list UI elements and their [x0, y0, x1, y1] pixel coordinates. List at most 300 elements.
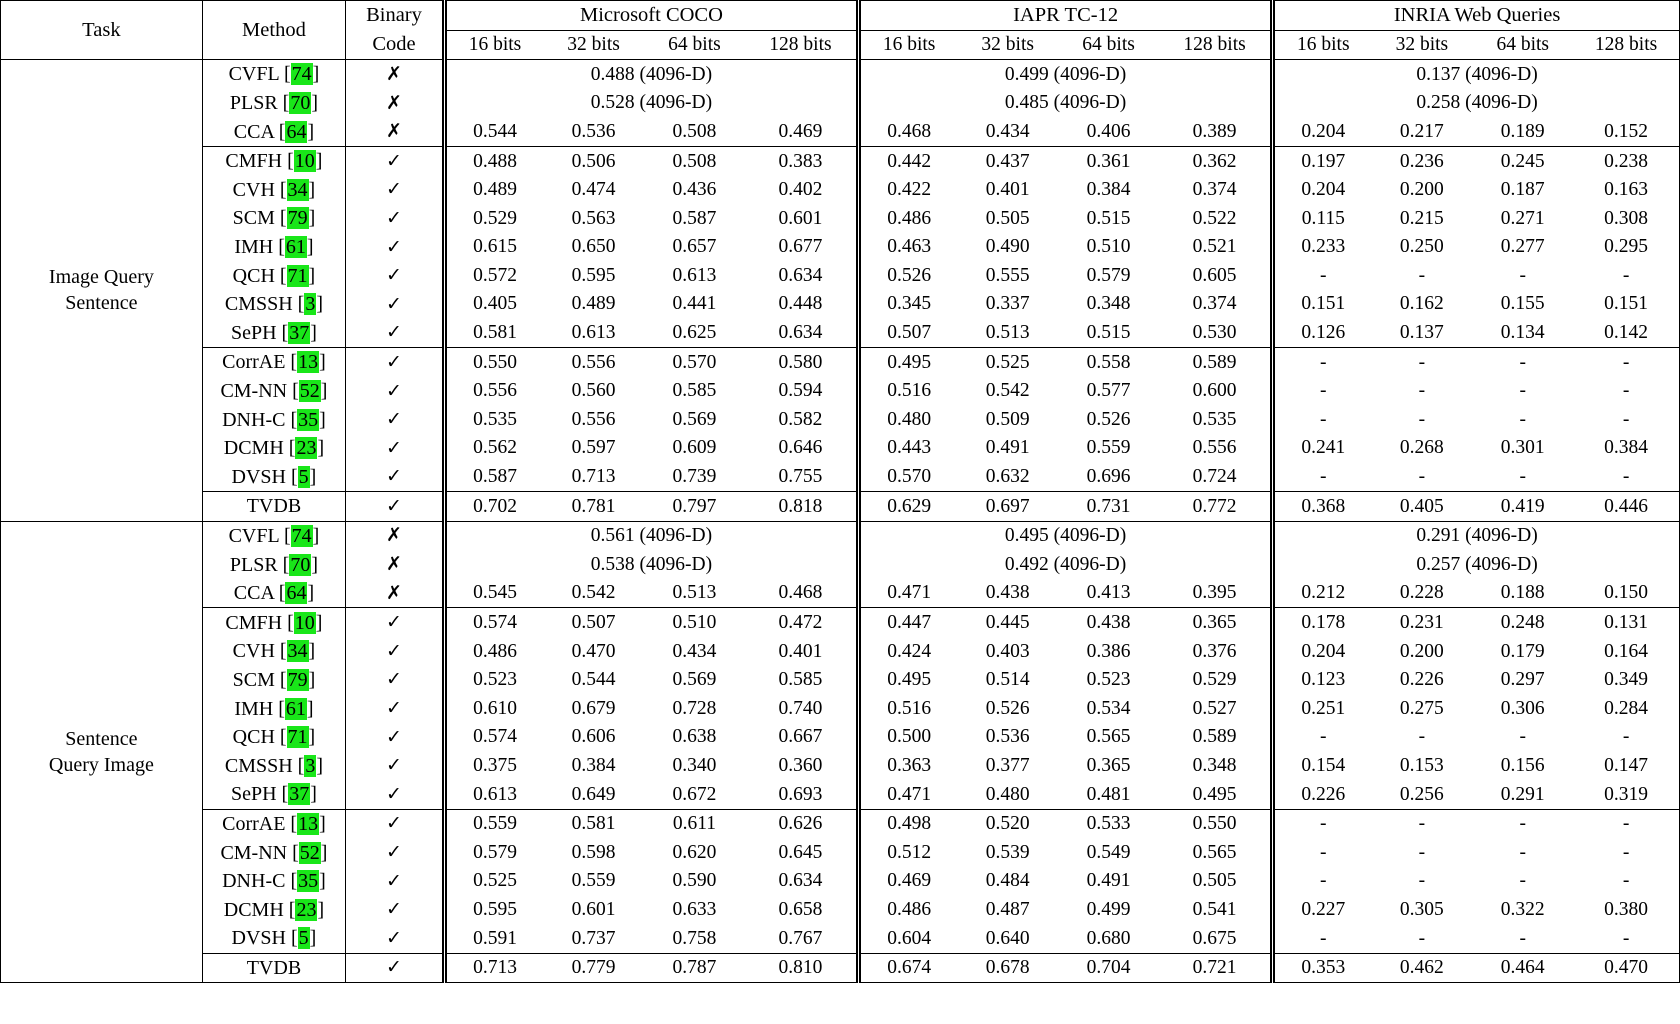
check-icon: ✓ [386, 350, 402, 373]
table-row [1, 348, 1680, 377]
binary-code-check-icon [346, 694, 445, 723]
value-cell-inria-64bits: 0.188 [1500, 582, 1545, 604]
citation-ref[interactable]: 35 [298, 408, 319, 431]
check-icon: ✓ [386, 754, 402, 777]
value-cell-coco-128bits: 0.634 [778, 870, 823, 892]
method-name [202, 89, 345, 118]
value-cell-inria-128bits: 0.163 [1573, 176, 1679, 205]
value-cell-inria-32bits: - [1418, 726, 1426, 748]
value-cell-coco-128bits: 0.402 [778, 179, 823, 201]
method-label: CM-NN [ [220, 841, 299, 864]
value-cell-coco-128bits: 0.818 [745, 492, 859, 522]
value-cell-coco-128bits: 0.810 [745, 953, 859, 983]
citation-bracket-close: ] [310, 783, 317, 806]
binary-code-check-icon [346, 838, 445, 867]
value-cell-iapr-32bits: 0.632 [985, 466, 1030, 488]
value-cell-coco-16bits: 0.535 [444, 405, 543, 434]
citation-bracket-close: ] [308, 640, 316, 663]
value-cell-coco-64bits: 0.758 [672, 927, 717, 949]
method-label: CorrAE [ [222, 351, 298, 374]
binary-code-check-icon [346, 608, 445, 637]
value-cell-coco-16bits: 0.562 [444, 434, 543, 463]
table-row [1, 953, 1680, 983]
citation-ref[interactable]: 37 [289, 783, 310, 806]
citation-ref[interactable]: 23 [296, 437, 317, 460]
method-name [202, 377, 345, 406]
citation-bracket-close: ] [315, 611, 323, 634]
value-cell-inria-spanned: 0.291 (4096-D) [1273, 521, 1680, 550]
value-cell-coco-128bits: 0.594 [778, 380, 823, 402]
method-name [202, 838, 345, 867]
value-cell-iapr-128bits: 0.495 [1192, 783, 1237, 805]
check-icon: ✓ [386, 321, 402, 344]
method-name [202, 751, 345, 780]
value-cell-coco-16bits: 0.550 [444, 348, 543, 377]
value-cell-inria-32bits: 0.200 [1399, 640, 1444, 662]
value-cell-coco-64bits: 0.672 [672, 783, 717, 805]
value-cell-inria-128bits: 0.147 [1573, 751, 1679, 780]
value-cell-iapr-32bits: 0.438 [985, 582, 1030, 604]
header-method: Method [202, 1, 345, 60]
value-cell-iapr-32bits: 0.536 [985, 726, 1030, 748]
citation-ref[interactable]: 34 [287, 640, 308, 663]
value-cell-coco-64bits: 0.570 [644, 348, 745, 377]
value-cell-iapr-64bits: 0.386 [1086, 640, 1131, 662]
binary-code-check-icon [346, 233, 445, 262]
value-cell-iapr-16bits: 0.443 [859, 434, 958, 463]
value-cell-inria-128bits: - [1573, 723, 1679, 752]
value-cell-iapr-64bits: 0.731 [1058, 492, 1159, 522]
value-cell-inria-16bits: - [1273, 867, 1372, 896]
binary-code-check-icon [346, 146, 445, 175]
value-cell-iapr-128bits: 0.556 [1192, 437, 1237, 459]
citation-ref[interactable]: 70 [290, 553, 311, 576]
value-cell-coco-128bits: 0.472 [745, 608, 859, 637]
value-cell-coco-128bits: 0.585 [778, 669, 823, 691]
value-cell-iapr-16bits: 0.447 [859, 608, 958, 637]
value-cell-iapr-64bits: 0.406 [1086, 120, 1131, 142]
check-icon: ✓ [386, 782, 402, 805]
value-cell-coco-16bits: 0.523 [444, 666, 543, 695]
citation-ref[interactable]: 13 [298, 812, 319, 835]
method-name [202, 666, 345, 695]
citation-ref[interactable]: 5 [298, 927, 309, 950]
value-cell-inria-32bits: 0.226 [1399, 669, 1444, 691]
value-cell-inria-128bits: - [1573, 838, 1679, 867]
value-cell-iapr-16bits: 0.570 [859, 463, 958, 492]
value-cell-coco-32bits: 0.384 [571, 754, 616, 776]
value-cell-coco-32bits: 0.650 [571, 236, 616, 258]
value-cell-iapr-64bits: 0.559 [1086, 437, 1131, 459]
citation-ref[interactable]: 10 [294, 611, 315, 634]
citation-ref[interactable]: 64 [286, 582, 307, 605]
table-header [1, 1, 1680, 60]
citation-ref[interactable]: 71 [287, 726, 308, 749]
citation-bracket-close: ] [316, 754, 324, 777]
method-name [202, 261, 345, 290]
value-cell-inria-64bits: - [1519, 264, 1526, 286]
value-cell-inria-32bits: - [1371, 348, 1472, 377]
value-cell-iapr-64bits: 0.515 [1086, 207, 1131, 229]
value-cell-coco-64bits: 0.434 [672, 640, 717, 662]
value-cell-iapr-32bits: 0.377 [985, 754, 1030, 776]
value-cell-iapr-128bits: 0.724 [1192, 466, 1237, 488]
citation-ref[interactable]: 79 [287, 207, 308, 230]
binary-code-check-icon [346, 895, 445, 924]
binary-code-cross-icon [346, 579, 445, 608]
method-name [202, 895, 345, 924]
value-cell-coco-16bits: 0.488 [444, 146, 543, 175]
method-label: DCMH [ [223, 898, 296, 921]
value-cell-coco-32bits: 0.536 [571, 120, 616, 142]
value-cell-iapr-16bits: 0.495 [859, 666, 958, 695]
check-icon: ✓ [386, 264, 402, 287]
value-cell-coco-32bits: 0.474 [571, 179, 616, 201]
value-cell-coco-32bits: 0.713 [571, 466, 616, 488]
method-label: DCMH [ [223, 437, 296, 460]
method-label: IMH [ [234, 697, 285, 720]
value-cell-coco-64bits: 0.569 [672, 408, 717, 430]
citation-ref[interactable]: 61 [285, 236, 306, 259]
value-cell-coco-32bits: 0.679 [571, 697, 616, 719]
value-cell-inria-32bits: 0.256 [1399, 783, 1444, 805]
value-cell-iapr-128bits: 0.589 [1159, 348, 1273, 377]
value-cell-iapr-16bits: 0.498 [859, 809, 958, 838]
value-cell-coco-16bits: 0.587 [444, 463, 543, 492]
value-cell-inria-64bits: 0.248 [1472, 608, 1573, 637]
method-label: SePH [ [230, 321, 289, 344]
method-label: CCA [ [233, 582, 286, 605]
value-cell-inria-128bits: 0.142 [1573, 319, 1679, 348]
cross-icon: ✗ [386, 524, 402, 547]
value-cell-coco-64bits: 0.508 [644, 146, 745, 175]
binary-code-cross-icon [346, 117, 445, 146]
value-cell-iapr-32bits: 0.491 [985, 437, 1030, 459]
method-name [202, 694, 345, 723]
value-cell-inria-32bits: 0.275 [1399, 697, 1444, 719]
check-icon: ✓ [386, 668, 402, 691]
citation-bracket-close: ] [308, 726, 316, 749]
value-cell-iapr-64bits: 0.523 [1086, 669, 1131, 691]
citation-ref[interactable]: 70 [290, 92, 311, 115]
citation-ref[interactable]: 35 [298, 870, 319, 893]
value-cell-inria-128bits: - [1573, 809, 1679, 838]
table-row [1, 751, 1680, 780]
value-cell-iapr-64bits: 0.558 [1058, 348, 1159, 377]
value-cell-inria-64bits: - [1519, 841, 1526, 863]
binary-code-check-icon [346, 405, 445, 434]
citation-ref[interactable]: 74 [291, 524, 312, 547]
value-cell-inria-128bits: 0.380 [1573, 895, 1679, 924]
citation-ref[interactable]: 71 [287, 264, 308, 287]
value-cell-iapr-32bits: 0.445 [957, 608, 1058, 637]
citation-bracket-close: ] [307, 120, 315, 143]
citation-ref[interactable]: 61 [285, 697, 306, 720]
value-cell-iapr-32bits: 0.490 [985, 236, 1030, 258]
header-bits-inria-128: 128 bits [1573, 30, 1679, 60]
citation-bracket-close: ] [315, 150, 323, 173]
value-cell-iapr-64bits: 0.565 [1086, 726, 1131, 748]
check-icon: ✓ [386, 639, 402, 662]
value-cell-iapr-16bits: 0.471 [859, 579, 958, 608]
value-cell-inria-64bits: 0.155 [1500, 293, 1545, 315]
value-cell-coco-spanned: 0.528 (4096-D) [444, 89, 858, 118]
value-cell-iapr-16bits: 0.363 [859, 751, 958, 780]
value-cell-iapr-32bits: 0.542 [985, 380, 1030, 402]
value-cell-iapr-32bits: 0.434 [985, 120, 1030, 142]
check-icon: ✓ [386, 812, 402, 835]
citation-bracket-close: ] [317, 437, 325, 460]
value-cell-coco-32bits: 0.601 [571, 898, 616, 920]
binary-code-check-icon [346, 780, 445, 809]
citation-bracket-close: ] [307, 582, 315, 605]
value-cell-coco-64bits: 0.620 [672, 841, 717, 863]
citation-ref[interactable]: 3 [305, 293, 316, 316]
value-cell-coco-16bits: 0.544 [444, 117, 543, 146]
header-bits-coco-128: 128 bits [745, 30, 859, 60]
value-cell-coco-128bits: 0.667 [778, 726, 823, 748]
value-cell-inria-32bits: 0.305 [1399, 898, 1444, 920]
value-cell-coco-64bits: 0.657 [672, 236, 717, 258]
value-cell-inria-16bits: - [1273, 838, 1372, 867]
value-cell-inria-32bits: 0.231 [1371, 608, 1472, 637]
value-cell-coco-64bits: 0.739 [672, 466, 717, 488]
value-cell-iapr-64bits: 0.696 [1086, 466, 1131, 488]
header-row-groups [1, 1, 1680, 31]
check-icon: ✓ [386, 436, 402, 459]
citation-ref[interactable]: 37 [289, 321, 310, 344]
value-cell-inria-spanned: 0.137 (4096-D) [1273, 60, 1680, 89]
value-cell-inria-64bits: 0.301 [1500, 437, 1545, 459]
citation-ref[interactable]: 52 [299, 380, 320, 403]
value-cell-iapr-spanned: 0.492 (4096-D) [859, 550, 1273, 579]
value-cell-coco-128bits: 0.677 [778, 236, 823, 258]
value-cell-inria-16bits: - [1273, 723, 1372, 752]
value-cell-inria-16bits: 0.151 [1273, 290, 1372, 319]
value-cell-coco-64bits: 0.633 [672, 898, 717, 920]
check-icon: ✓ [386, 956, 402, 979]
header-bits-iapr-128: 128 bits [1159, 30, 1273, 60]
value-cell-coco-32bits: 0.597 [571, 437, 616, 459]
value-cell-coco-16bits: 0.529 [444, 204, 543, 233]
value-cell-inria-32bits: - [1418, 408, 1426, 430]
binary-code-cross-icon [346, 550, 445, 579]
value-cell-coco-32bits: 0.649 [571, 783, 616, 805]
value-cell-inria-16bits: - [1273, 405, 1372, 434]
task-label-line1: Image Query [48, 266, 154, 289]
value-cell-iapr-16bits: 0.480 [859, 405, 958, 434]
table-row [1, 261, 1680, 290]
citation-bracket-close: ] [309, 927, 317, 950]
value-cell-inria-128bits: 0.349 [1573, 666, 1679, 695]
value-cell-coco-16bits: 0.375 [444, 751, 543, 780]
header-binary-code-line2: Code [346, 30, 445, 60]
value-cell-inria-64bits: - [1519, 466, 1526, 488]
value-cell-inria-64bits: - [1519, 726, 1526, 748]
method-label: TVDB [246, 495, 302, 518]
value-cell-inria-64bits: 0.134 [1500, 322, 1545, 344]
value-cell-iapr-16bits: 0.507 [859, 319, 958, 348]
value-cell-iapr-16bits: 0.495 [859, 348, 958, 377]
table-row [1, 608, 1680, 637]
method-name [202, 550, 345, 579]
value-cell-iapr-32bits: 0.697 [957, 492, 1058, 522]
value-cell-iapr-128bits: 0.675 [1192, 927, 1237, 949]
value-cell-inria-128bits: - [1573, 463, 1679, 492]
value-cell-inria-32bits: 0.215 [1399, 207, 1444, 229]
citation-bracket-close: ] [319, 351, 326, 374]
value-cell-iapr-32bits: 0.484 [985, 870, 1030, 892]
value-cell-inria-128bits: 0.319 [1573, 780, 1679, 809]
value-cell-iapr-32bits: 0.403 [985, 640, 1030, 662]
value-cell-iapr-16bits: 0.345 [859, 290, 958, 319]
binary-code-check-icon [346, 377, 445, 406]
method-label: IMH [ [234, 236, 285, 259]
value-cell-inria-32bits: 0.405 [1371, 492, 1472, 522]
value-cell-coco-16bits: 0.595 [444, 895, 543, 924]
value-cell-inria-32bits: 0.217 [1399, 120, 1444, 142]
table-row [1, 60, 1680, 89]
value-cell-coco-32bits: 0.595 [571, 264, 616, 286]
binary-code-check-icon [346, 204, 445, 233]
citation-ref[interactable]: 5 [298, 465, 309, 488]
value-cell-coco-32bits: 0.581 [543, 809, 644, 838]
value-cell-iapr-16bits: 0.422 [859, 176, 958, 205]
check-icon: ✓ [386, 292, 402, 315]
citation-ref[interactable]: 52 [299, 841, 320, 864]
citation-ref[interactable]: 79 [287, 668, 308, 691]
method-label: CorrAE [ [222, 812, 298, 835]
citation-ref[interactable]: 34 [287, 178, 308, 201]
cross-icon: ✗ [386, 581, 402, 604]
check-icon: ✓ [386, 611, 402, 634]
value-cell-iapr-128bits: 0.374 [1192, 179, 1237, 201]
value-cell-coco-16bits: 0.556 [444, 377, 543, 406]
value-cell-inria-16bits: 0.227 [1273, 895, 1372, 924]
citation-ref[interactable]: 10 [294, 150, 315, 173]
value-cell-iapr-128bits: 0.605 [1192, 264, 1237, 286]
value-cell-iapr-16bits: 0.442 [859, 146, 958, 175]
value-cell-iapr-64bits: 0.534 [1086, 697, 1131, 719]
value-cell-inria-128bits: - [1573, 348, 1679, 377]
citation-ref[interactable]: 74 [291, 63, 312, 86]
citation-bracket-close: ] [312, 524, 320, 547]
header-bits-iapr-64: 64 bits [1058, 30, 1159, 60]
cross-icon: ✗ [386, 91, 402, 114]
value-cell-coco-64bits: 0.508 [672, 120, 717, 142]
citation-ref[interactable]: 13 [298, 351, 319, 374]
value-cell-inria-16bits: 0.154 [1273, 751, 1372, 780]
value-cell-inria-64bits: 0.291 [1500, 783, 1545, 805]
citation-bracket-close: ] [319, 408, 326, 431]
value-cell-iapr-128bits: 0.565 [1192, 841, 1237, 863]
citation-ref[interactable]: 64 [286, 120, 307, 143]
value-cell-coco-32bits: 0.470 [571, 640, 616, 662]
task-label-line2: Sentence [65, 292, 138, 315]
value-cell-iapr-32bits: 0.505 [985, 207, 1030, 229]
value-cell-inria-16bits: 0.233 [1273, 233, 1372, 262]
value-cell-inria-32bits: - [1371, 809, 1472, 838]
value-cell-inria-32bits: - [1418, 466, 1426, 488]
citation-bracket-close: ] [306, 697, 314, 720]
check-icon: ✓ [386, 841, 402, 864]
task-label-line2: Query Image [48, 753, 154, 776]
value-cell-iapr-16bits: 0.604 [859, 924, 958, 953]
method-label: CMSSH [ [224, 293, 305, 316]
check-icon: ✓ [386, 869, 402, 892]
value-cell-inria-64bits: 0.245 [1472, 146, 1573, 175]
task-label [1, 60, 203, 522]
citation-ref[interactable]: 23 [296, 898, 317, 921]
header-bits-iapr-16: 16 bits [859, 30, 958, 60]
value-cell-inria-128bits: 0.238 [1573, 146, 1679, 175]
value-cell-iapr-16bits: 0.629 [859, 492, 958, 522]
value-cell-iapr-16bits: 0.463 [859, 233, 958, 262]
value-cell-inria-32bits: 0.162 [1399, 293, 1444, 315]
value-cell-iapr-128bits: 0.600 [1192, 380, 1237, 402]
value-cell-iapr-32bits: 0.401 [985, 179, 1030, 201]
value-cell-inria-128bits: 0.152 [1573, 117, 1679, 146]
value-cell-iapr-32bits: 0.437 [957, 146, 1058, 175]
value-cell-iapr-64bits: 0.491 [1086, 870, 1131, 892]
value-cell-inria-32bits: 0.268 [1399, 437, 1444, 459]
binary-code-cross-icon [346, 89, 445, 118]
value-cell-inria-16bits: 0.115 [1273, 204, 1372, 233]
value-cell-iapr-64bits: 0.577 [1086, 380, 1131, 402]
check-icon: ✓ [386, 697, 402, 720]
value-cell-iapr-64bits: 0.438 [1058, 608, 1159, 637]
value-cell-inria-64bits: - [1519, 408, 1526, 430]
value-cell-inria-128bits: 0.446 [1573, 492, 1679, 522]
citation-ref[interactable]: 3 [305, 754, 316, 777]
citation-bracket-close: ] [320, 380, 328, 403]
table-row [1, 492, 1680, 522]
method-label: SCM [ [232, 668, 287, 691]
value-cell-inria-32bits: - [1418, 841, 1426, 863]
value-cell-coco-16bits: 0.486 [444, 637, 543, 666]
value-cell-inria-128bits: 0.151 [1573, 290, 1679, 319]
value-cell-iapr-128bits: 0.374 [1192, 293, 1237, 315]
citation-bracket-close: ] [311, 92, 319, 115]
value-cell-iapr-32bits: 0.514 [985, 669, 1030, 691]
value-cell-inria-16bits: - [1273, 463, 1372, 492]
value-cell-inria-64bits: - [1472, 809, 1573, 838]
table-row [1, 838, 1680, 867]
value-cell-coco-32bits: 0.737 [571, 927, 616, 949]
value-cell-iapr-128bits: 0.772 [1159, 492, 1273, 522]
task-label-line1: Sentence [65, 727, 138, 750]
value-cell-coco-128bits: 0.634 [778, 264, 823, 286]
value-cell-coco-64bits: 0.510 [644, 608, 745, 637]
value-cell-coco-32bits: 0.781 [543, 492, 644, 522]
citation-bracket-close: ] [311, 553, 319, 576]
value-cell-inria-64bits: 0.271 [1500, 207, 1545, 229]
value-cell-iapr-16bits: 0.486 [859, 204, 958, 233]
binary-code-check-icon [346, 637, 445, 666]
value-cell-coco-32bits: 0.560 [571, 380, 616, 402]
value-cell-inria-64bits: 0.189 [1500, 120, 1545, 142]
table-row [1, 723, 1680, 752]
value-cell-iapr-128bits: 0.529 [1192, 669, 1237, 691]
value-cell-coco-32bits: 0.559 [571, 870, 616, 892]
value-cell-inria-64bits: 0.419 [1472, 492, 1573, 522]
value-cell-inria-64bits: 0.297 [1500, 669, 1545, 691]
table-row [1, 117, 1680, 146]
value-cell-iapr-16bits: 0.512 [859, 838, 958, 867]
value-cell-iapr-64bits: 0.384 [1086, 179, 1131, 201]
binary-code-check-icon [346, 666, 445, 695]
value-cell-coco-64bits: 0.787 [644, 953, 745, 983]
